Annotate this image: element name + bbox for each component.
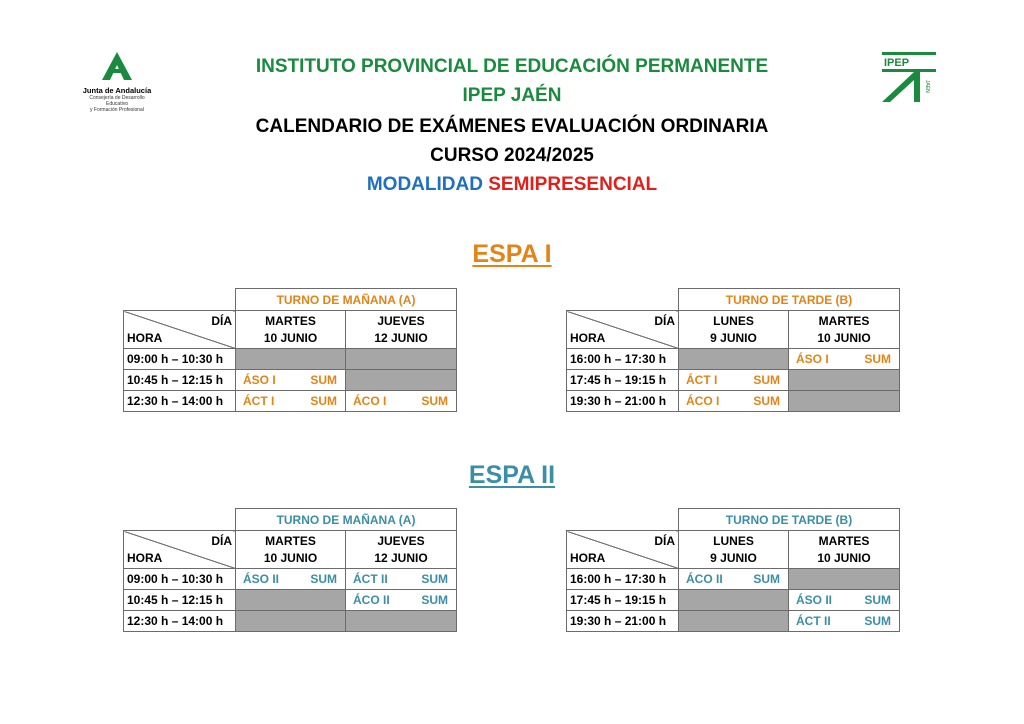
empty-cell	[789, 370, 900, 391]
date: 12 JUNIO	[374, 330, 428, 345]
day-header	[346, 531, 457, 569]
dia-label: DÍA	[211, 534, 232, 548]
weekday: MARTES	[265, 313, 316, 328]
day-header	[679, 531, 789, 569]
turno-header: TURNO DE MAÑANA (A)	[236, 509, 457, 531]
subject: ÁCT II	[796, 614, 831, 628]
exam-cell	[346, 391, 457, 412]
table-row	[567, 349, 900, 370]
subject: ÁSO II	[796, 593, 833, 607]
dia-label: DÍA	[654, 314, 675, 328]
empty-cell	[346, 349, 457, 370]
subject: ÁSO II	[243, 572, 280, 586]
classroom: SUM	[310, 394, 337, 408]
table-row	[124, 370, 457, 391]
table-row	[124, 611, 457, 632]
weekday: MARTES	[818, 533, 870, 548]
modality-label: MODALIDAD	[366, 174, 483, 195]
exam-cell	[346, 569, 457, 590]
turno-header: TURNO DE MAÑANA (A)	[236, 289, 457, 311]
exam-cell	[236, 391, 346, 412]
date: 10 JUNIO	[817, 550, 871, 565]
empty-cell	[236, 349, 346, 370]
classroom: SUM	[421, 394, 448, 408]
espa2-tarde-table	[566, 508, 900, 632]
day-header	[236, 311, 346, 349]
dia-hora-corner	[567, 311, 679, 349]
time-slot: 19:30 h – 21:00 h	[567, 391, 679, 412]
time-slot: 12:30 h – 14:00 h	[124, 611, 236, 632]
hora-label: HORA	[127, 551, 163, 565]
dia-label: DÍA	[654, 534, 675, 548]
exam-cell	[236, 569, 346, 590]
date: 9 JUNIO	[710, 330, 757, 345]
subject: ÁCO I	[686, 394, 720, 408]
hora-label: HORA	[570, 331, 606, 345]
exam-cell	[789, 590, 900, 611]
time-slot: 10:45 h – 12:15 h	[124, 590, 236, 611]
subject: ÁCO II	[353, 593, 390, 607]
weekday: LUNES	[713, 533, 754, 548]
espa1-manana-table	[123, 288, 457, 412]
hora-label: HORA	[570, 551, 606, 565]
empty-cell	[789, 391, 900, 412]
classroom: SUM	[864, 593, 891, 607]
espa1-tarde-table	[566, 288, 900, 412]
empty-cell	[679, 349, 789, 370]
ipep-logo-sub: JAÉN	[924, 80, 930, 93]
ipep-logo-text: IPEP	[884, 57, 910, 69]
subject: ÁCT I	[243, 394, 275, 408]
time-slot: 09:00 h – 10:30 h	[124, 349, 236, 370]
subject: ÁCT I	[686, 373, 718, 387]
exam-cell	[236, 370, 346, 391]
exam-cell	[789, 349, 900, 370]
exam-cell	[346, 590, 457, 611]
dia-hora-corner	[124, 531, 236, 569]
table-row	[567, 611, 900, 632]
date: 9 JUNIO	[710, 550, 757, 565]
day-header	[789, 531, 900, 569]
classroom: SUM	[310, 373, 337, 387]
day-header	[679, 311, 789, 349]
turno-header: TURNO DE TARDE (B)	[679, 509, 900, 531]
institute-title: INSTITUTO PROVINCIAL DE EDUCACIÓN PERMANENTE	[255, 56, 769, 77]
espa1-title: ESPA I	[472, 240, 552, 268]
consejeria-line1: Consejería de Desarrollo Educativo	[89, 95, 145, 107]
time-slot: 12:30 h – 14:00 h	[124, 391, 236, 412]
table-row	[567, 590, 900, 611]
date: 10 JUNIO	[817, 330, 871, 345]
time-slot: 16:00 h – 17:30 h	[567, 349, 679, 370]
time-slot: 19:30 h – 21:00 h	[567, 611, 679, 632]
espa2-manana-table	[123, 508, 457, 632]
hora-label: HORA	[127, 331, 163, 345]
turno-header: TURNO DE TARDE (B)	[679, 289, 900, 311]
exam-cell	[679, 569, 789, 590]
time-slot: 17:45 h – 19:15 h	[567, 590, 679, 611]
dia-hora-corner	[567, 531, 679, 569]
classroom: SUM	[753, 572, 780, 586]
calendar-title: CALENDARIO DE EXÁMENES EVALUACIÓN ORDINARIA	[255, 116, 769, 137]
weekday: JUEVES	[377, 313, 425, 328]
classroom: SUM	[864, 614, 891, 628]
empty-cell	[236, 611, 346, 632]
subject: ÁSO I	[243, 373, 276, 387]
table-row	[567, 569, 900, 590]
time-slot: 09:00 h – 10:30 h	[124, 569, 236, 590]
table-row	[124, 391, 457, 412]
date: 10 JUNIO	[263, 550, 318, 565]
subject: ÁCO II	[686, 572, 723, 586]
classroom: SUM	[864, 352, 891, 366]
day-header	[346, 311, 457, 349]
modality-line	[0, 171, 1024, 199]
table-row	[567, 391, 900, 412]
espa2-title: ESPA II	[468, 461, 556, 489]
modality-type: SEMIPRESENCIAL	[488, 174, 658, 195]
classroom: SUM	[310, 572, 337, 586]
time-slot: 10:45 h – 12:15 h	[124, 370, 236, 391]
consejeria-line2: y Formación Profesional	[90, 107, 144, 113]
date: 10 JUNIO	[263, 330, 318, 345]
weekday: MARTES	[265, 533, 316, 548]
subject: ÁSO I	[796, 352, 829, 366]
table-row	[124, 590, 457, 611]
table-row	[124, 349, 457, 370]
dia-label: DÍA	[211, 314, 232, 328]
empty-cell	[679, 611, 789, 632]
classroom: SUM	[753, 394, 780, 408]
empty-cell	[789, 569, 900, 590]
empty-cell	[346, 370, 457, 391]
time-slot: 17:45 h – 19:15 h	[567, 370, 679, 391]
institute-short-name: IPEP JAÉN	[462, 85, 562, 106]
junta-andalucia-name: Junta de Andalucía	[82, 86, 152, 95]
classroom: SUM	[421, 593, 448, 607]
day-header	[236, 531, 346, 569]
classroom: SUM	[753, 373, 780, 387]
weekday: LUNES	[713, 313, 754, 328]
school-year: CURSO 2024/2025	[430, 145, 594, 166]
exam-cell	[679, 370, 789, 391]
empty-cell	[236, 590, 346, 611]
subject: ÁCT II	[353, 572, 388, 586]
dia-hora-corner	[124, 311, 236, 349]
exam-cell	[789, 611, 900, 632]
subject: ÁCO I	[353, 394, 387, 408]
date: 12 JUNIO	[374, 550, 428, 565]
exam-cell	[679, 391, 789, 412]
table-row	[124, 569, 457, 590]
empty-cell	[346, 611, 457, 632]
classroom: SUM	[421, 572, 448, 586]
weekday: MARTES	[818, 313, 870, 328]
table-row	[567, 370, 900, 391]
empty-cell	[679, 590, 789, 611]
day-header	[789, 311, 900, 349]
weekday: JUEVES	[377, 533, 425, 548]
time-slot: 16:00 h – 17:30 h	[567, 569, 679, 590]
